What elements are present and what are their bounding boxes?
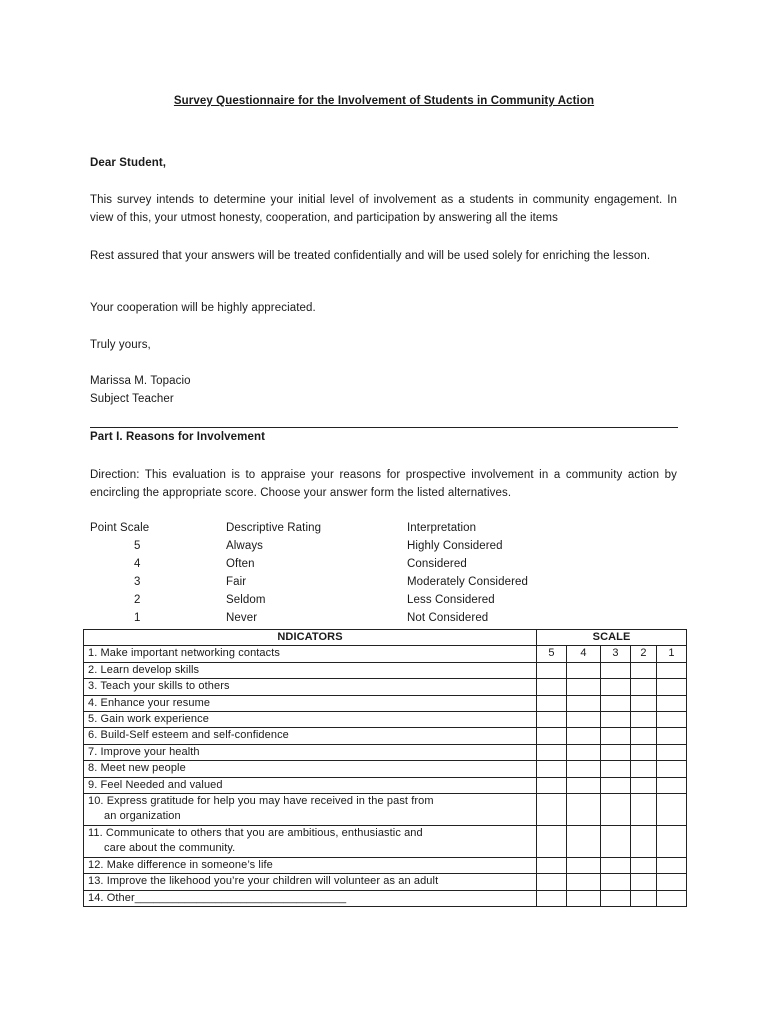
- scale-cell[interactable]: [601, 874, 631, 890]
- scale-cell[interactable]: [537, 761, 567, 777]
- scale-interp: Highly Considered: [407, 540, 503, 552]
- scale-cell[interactable]: [567, 679, 601, 695]
- scale-cell[interactable]: [631, 857, 657, 873]
- scale-cell[interactable]: [601, 679, 631, 695]
- scale-cell[interactable]: [657, 662, 687, 678]
- indicator-line: 10. Express gratitude for help you may have received in the past from: [88, 795, 434, 808]
- scale-point: 4: [134, 558, 141, 570]
- scale-cell[interactable]: [657, 825, 687, 857]
- signer-name: Marissa M. Topacio: [90, 375, 191, 387]
- indicator-text-other[interactable]: [84, 890, 537, 906]
- table-row: [84, 728, 687, 744]
- table-row: [84, 761, 687, 777]
- indicator-line-continued: care about the community.: [104, 842, 236, 855]
- scale-cell[interactable]: [537, 679, 567, 695]
- scale-point: 2: [134, 594, 141, 606]
- scale-cell[interactable]: [567, 761, 601, 777]
- indicators-header: NDICATORS: [84, 630, 537, 646]
- indicator-text: [84, 646, 537, 662]
- table-row: [84, 874, 687, 890]
- table-row: [84, 662, 687, 678]
- indicator-text: [84, 712, 537, 728]
- indicator-line: 8. Meet new people: [88, 762, 186, 775]
- scale-point: 3: [134, 576, 141, 588]
- indicator-text: [84, 874, 537, 890]
- indicator-line: 14. Other__________________________________: [88, 891, 347, 904]
- scale-header-rating: Descriptive Rating: [226, 522, 322, 534]
- indicator-text: [84, 728, 537, 744]
- scale-cell[interactable]: [657, 857, 687, 873]
- scale-point: 5: [134, 540, 141, 552]
- scale-interp: Considered: [407, 558, 467, 570]
- scale-cell[interactable]: [601, 777, 631, 793]
- indicator-line: 7. Improve your health: [88, 745, 200, 758]
- table-row: [84, 679, 687, 695]
- scale-cell[interactable]: [601, 825, 631, 857]
- scale-rating: Seldom: [226, 594, 266, 606]
- closing: Truly yours,: [90, 339, 151, 351]
- scale-cell[interactable]: [537, 728, 567, 744]
- scale-cell[interactable]: [537, 825, 567, 857]
- scale-cell[interactable]: [567, 777, 601, 793]
- indicator-line: 1. Make important networking contacts: [88, 647, 281, 660]
- scale-cell[interactable]: [567, 712, 601, 728]
- scale-cell-2[interactable]: 2: [631, 646, 657, 662]
- scale-cell[interactable]: [657, 728, 687, 744]
- scale-interp: Moderately Considered: [407, 576, 528, 588]
- table-row: [84, 744, 687, 760]
- scale-cell[interactable]: [567, 825, 601, 857]
- direction-paragraph: Direction: This evaluation is to appraise your reasons for prospective involvement in a community action by encircling the appropriate score. Choose your answer form the listed alternatives.: [90, 469, 677, 499]
- scale-cell[interactable]: [631, 662, 657, 678]
- scale-cell[interactable]: [657, 695, 687, 711]
- scale-cell[interactable]: [567, 890, 601, 906]
- scale-cell[interactable]: [631, 890, 657, 906]
- indicator-line: 2. Learn develop skills: [88, 663, 200, 676]
- indicator-line: 5. Gain work experience: [88, 713, 209, 726]
- indicator-line: 11. Communicate to others that you are ambitious, enthusiastic and: [88, 826, 423, 839]
- scale-cell[interactable]: [567, 744, 601, 760]
- scale-cell[interactable]: [601, 695, 631, 711]
- part-heading: Part I. Reasons for Involvement: [90, 431, 266, 443]
- scale-rating: Fair: [226, 576, 247, 588]
- scale-cell[interactable]: [631, 679, 657, 695]
- scale-cell[interactable]: [601, 662, 631, 678]
- indicator-text: [84, 825, 537, 857]
- table-row: [84, 712, 687, 728]
- scale-row: [90, 594, 678, 612]
- confidentiality-paragraph: Rest assured that your answers will be treated confidentially and will be used solely for enriching the lesson.: [90, 250, 651, 262]
- scale-cell[interactable]: [601, 728, 631, 744]
- table-row: [84, 777, 687, 793]
- scale-cell-1[interactable]: 1: [657, 646, 687, 662]
- scale-cell[interactable]: [537, 695, 567, 711]
- scale-cell-3[interactable]: 3: [601, 646, 631, 662]
- scale-cell[interactable]: [537, 857, 567, 873]
- scale-cell-4[interactable]: 4: [567, 646, 601, 662]
- table-row: [84, 857, 687, 873]
- scale-cell[interactable]: [601, 744, 631, 760]
- scale-cell[interactable]: [657, 777, 687, 793]
- scale-cell-5[interactable]: 5: [537, 646, 567, 662]
- scale-cell[interactable]: [631, 695, 657, 711]
- scale-cell[interactable]: [657, 712, 687, 728]
- table-row: [84, 646, 687, 662]
- indicator-text: [84, 662, 537, 678]
- survey-title: Survey Questionnaire for the Involvement of Students in Community Action: [173, 95, 595, 107]
- scale-cell[interactable]: [567, 874, 601, 890]
- intro-paragraph: This survey intends to determine your initial level of involvement as a students in community engagement. In view of this, your utmost honesty, cooperation, and participation by answering all the items: [90, 194, 677, 224]
- scale-interp: Less Considered: [407, 594, 495, 606]
- indicator-line: 9. Feel Needed and valued: [88, 778, 223, 791]
- scale-cell[interactable]: [537, 744, 567, 760]
- scale-point: 1: [134, 612, 141, 624]
- scale-cell[interactable]: [657, 744, 687, 760]
- scale-cell[interactable]: [567, 695, 601, 711]
- scale-cell[interactable]: [631, 825, 657, 857]
- scale-row: [90, 540, 678, 558]
- scale-cell[interactable]: [567, 728, 601, 744]
- appreciation-line: Your cooperation will be highly appreciated.: [90, 302, 316, 314]
- scale-header-interp: Interpretation: [407, 522, 477, 534]
- indicator-text: [84, 761, 537, 777]
- indicator-line: 3. Teach your skills to others: [88, 680, 230, 693]
- indicator-line: 13. Improve the likehood you’re your children will volunteer as an adult: [88, 875, 439, 888]
- signer-title: Subject Teacher: [90, 393, 174, 405]
- indicator-text: [84, 744, 537, 760]
- scale-header: SCALE: [537, 630, 687, 646]
- scale-cell[interactable]: [631, 712, 657, 728]
- scale-cell[interactable]: [657, 874, 687, 890]
- scale-cell[interactable]: [631, 874, 657, 890]
- table-row: [84, 890, 687, 906]
- scale-rating: Always: [226, 540, 264, 552]
- indicator-line: 6. Build-Self esteem and self-confidence: [88, 729, 289, 742]
- scale-cell[interactable]: [601, 857, 631, 873]
- scale-cell[interactable]: [567, 662, 601, 678]
- table-row: [84, 825, 687, 857]
- scale-cell[interactable]: [537, 874, 567, 890]
- scale-rating: Often: [226, 558, 255, 570]
- scale-cell[interactable]: [537, 712, 567, 728]
- indicators-table: [83, 629, 687, 907]
- scale-cell[interactable]: [537, 662, 567, 678]
- indicator-line-continued: an organization: [104, 810, 181, 823]
- indicator-text: [84, 695, 537, 711]
- indicator-text: [84, 794, 537, 826]
- scale-cell[interactable]: [631, 777, 657, 793]
- scale-cell[interactable]: [657, 679, 687, 695]
- indicator-text: [84, 679, 537, 695]
- scale-cell[interactable]: [631, 794, 657, 826]
- scale-cell[interactable]: [601, 712, 631, 728]
- scale-interp: Not Considered: [407, 612, 489, 624]
- greeting: Dear Student,: [90, 157, 167, 169]
- scale-cell[interactable]: [631, 761, 657, 777]
- section-divider: [90, 427, 678, 428]
- scale-row: [90, 612, 678, 630]
- indicator-line: 4. Enhance your resume: [88, 696, 211, 709]
- scale-cell[interactable]: [537, 777, 567, 793]
- indicator-text: [84, 777, 537, 793]
- scale-header-row: [90, 522, 678, 540]
- table-row: [84, 794, 687, 826]
- scale-row: [90, 576, 678, 594]
- table-header-row: [84, 630, 687, 646]
- table-row: [84, 695, 687, 711]
- scale-header-point: Point Scale: [90, 522, 150, 534]
- scale-cell[interactable]: [657, 794, 687, 826]
- scale-cell[interactable]: [601, 761, 631, 777]
- scale-cell[interactable]: [537, 794, 567, 826]
- scale-rating: Never: [226, 612, 258, 624]
- scale-cell[interactable]: [567, 857, 601, 873]
- scale-cell[interactable]: [631, 744, 657, 760]
- scale-cell[interactable]: [657, 890, 687, 906]
- scale-row: [90, 558, 678, 576]
- scale-cell[interactable]: [567, 794, 601, 826]
- scale-cell[interactable]: [657, 761, 687, 777]
- scale-cell[interactable]: [631, 728, 657, 744]
- scale-cell[interactable]: [601, 794, 631, 826]
- scale-cell[interactable]: [537, 890, 567, 906]
- indicator-text: [84, 857, 537, 873]
- indicator-line: 12. Make difference in someone’s life: [88, 858, 273, 871]
- scale-cell[interactable]: [601, 890, 631, 906]
